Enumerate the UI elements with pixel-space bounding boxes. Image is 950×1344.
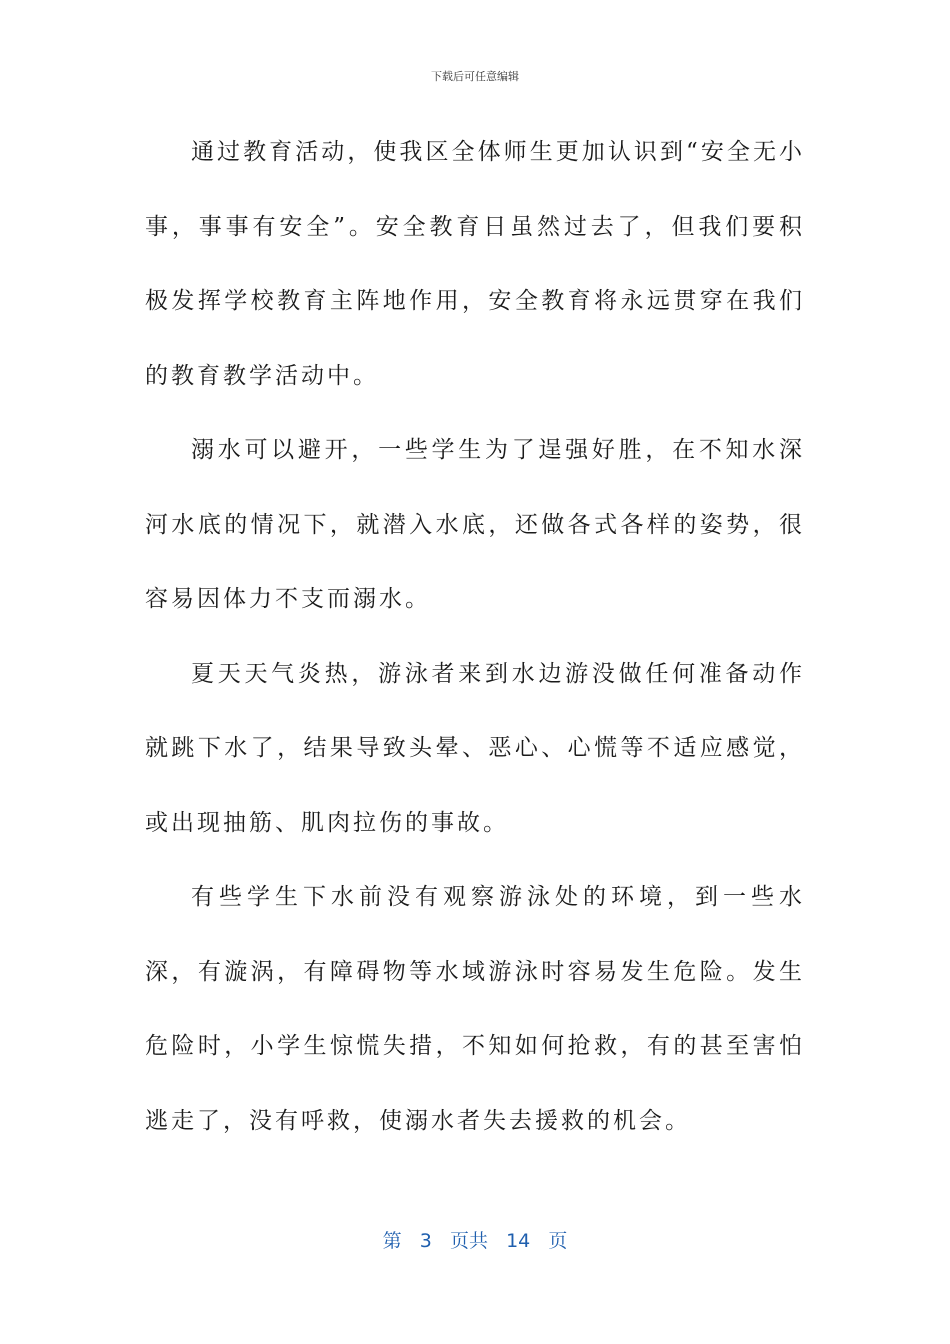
paragraph-3: 夏天天气炎热，游泳者来到水边游没做任何准备动作就跳下水了，结果导致头晕、恶心、心慌等不适应感觉，或出现抽筋、肌肉拉伤的事故。 xyxy=(145,660,805,836)
document-body xyxy=(145,115,805,1158)
page-number-footer xyxy=(0,1226,950,1253)
paragraph-4: 有些学生下水前没有观察游泳处的环境，到一些水深，有漩涡，有障碍物等水域游泳时容易发生危险。发生危险时，小学生惊慌失措，不知如何抢救，有的甚至害怕逃走了，没有呼救，使溺水者失去援救的机会。 xyxy=(145,884,805,1134)
total-pages-number: 14 xyxy=(506,1230,531,1252)
page-header-note: 下载后可任意编辑 xyxy=(431,70,519,83)
paragraph-2: 溺水可以避开，一些学生为了逞强好胜，在不知水深河水底的情况下，就潜入水底，还做各式各样的姿势，很容易因体力不支而溺水。 xyxy=(145,437,805,612)
paragraph-1: 通过教育活动，使我区全体师生更加认识到“安全无小事，事事有安全”。安全教育日虽然过去了，但我们要积极发挥学校教育主阵地作用，安全教育将永远贯穿在我们的教育教学活动中。 xyxy=(145,139,805,389)
footer-suffix: 页 xyxy=(548,1230,568,1252)
footer-middle: 页共 xyxy=(449,1230,488,1252)
current-page-number: 3 xyxy=(419,1230,432,1252)
footer-prefix: 第 xyxy=(382,1230,402,1252)
